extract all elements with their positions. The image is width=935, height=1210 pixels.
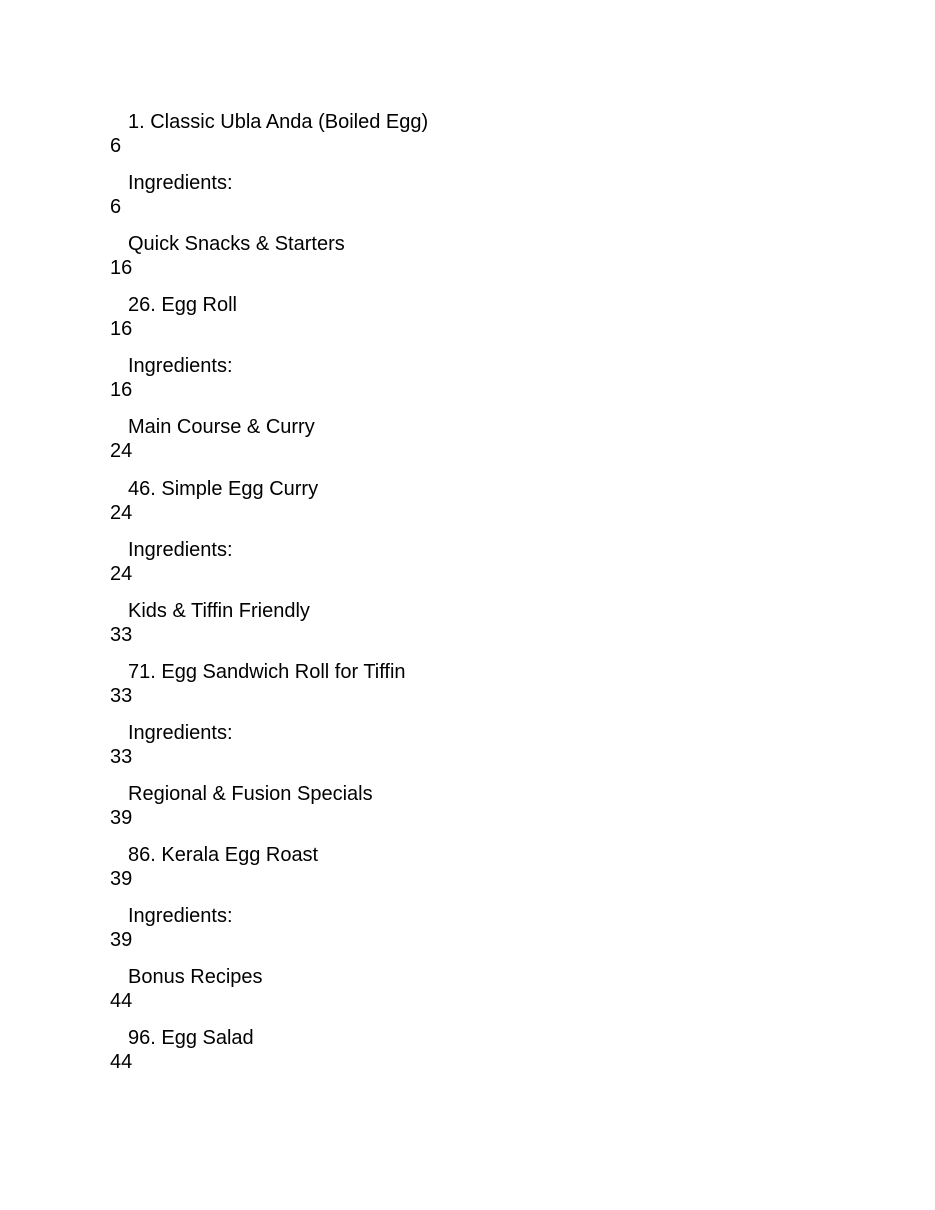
toc-entry-title[interactable]: Ingredients: <box>128 172 233 195</box>
toc-entry-page-number: 16 <box>110 257 133 280</box>
toc-entry-title[interactable]: Bonus Recipes <box>128 966 263 989</box>
toc-entry[interactable] <box>110 1026 810 1087</box>
toc-entry[interactable] <box>110 660 810 721</box>
toc-entry-title[interactable]: 71. Egg Sandwich Roll for Tiffin <box>128 660 406 683</box>
toc-entry[interactable] <box>110 171 810 232</box>
toc-entry[interactable] <box>110 477 810 538</box>
toc-entry-title[interactable]: Ingredients: <box>128 721 233 744</box>
toc-entry[interactable] <box>110 965 810 1026</box>
toc-entry-page-number: 16 <box>110 379 133 402</box>
toc-entry[interactable] <box>110 843 810 904</box>
toc-entry-title[interactable]: Quick Snacks & Starters <box>128 233 345 256</box>
toc-entry-title[interactable]: 1. Classic Ubla Anda (Boiled Egg) <box>128 111 429 133</box>
toc-entry[interactable] <box>110 782 810 843</box>
toc-entry-page-number: 44 <box>110 990 133 1013</box>
toc-entry-title[interactable]: 96. Egg Salad <box>128 1027 254 1050</box>
toc-entry[interactable] <box>110 538 810 599</box>
toc-entry[interactable] <box>110 110 810 171</box>
toc-entry[interactable] <box>110 904 810 965</box>
toc-entry-page-number: 6 <box>110 196 122 219</box>
toc-entry[interactable] <box>110 293 810 354</box>
toc-entry-page-number: 39 <box>110 868 133 891</box>
toc-entry-page-number: 39 <box>110 807 133 830</box>
toc-entry-page-number: 33 <box>110 623 133 646</box>
toc-entry-title[interactable]: 46. Simple Egg Curry <box>128 477 319 500</box>
toc-entry-title[interactable]: 86. Kerala Egg Roast <box>128 844 319 867</box>
toc-entry-page-number: 6 <box>110 135 122 157</box>
toc-entry-title[interactable]: 26. Egg Roll <box>128 294 237 317</box>
toc-entry-page-number: 33 <box>110 745 133 768</box>
toc-entry-title[interactable]: Main Course & Curry <box>128 416 315 439</box>
toc-entry-title[interactable]: Ingredients: <box>128 538 233 561</box>
toc-entry-page-number: 24 <box>110 562 133 585</box>
toc-entry-page-number: 16 <box>110 318 133 341</box>
toc-entry-page-number: 39 <box>110 929 133 952</box>
toc-entry[interactable] <box>110 232 810 293</box>
toc-entry[interactable] <box>110 415 810 476</box>
toc-entry-title[interactable]: Regional & Fusion Specials <box>128 783 373 806</box>
toc-entry-title[interactable]: Kids & Tiffin Friendly <box>128 599 310 622</box>
toc-entry-title[interactable]: Ingredients: <box>128 355 233 378</box>
toc-entry-page-number: 33 <box>110 684 133 707</box>
toc-entry[interactable] <box>110 354 810 415</box>
toc-entry[interactable] <box>110 721 810 782</box>
toc-entry-page-number: 24 <box>110 440 133 463</box>
toc-entry-page-number: 44 <box>110 1051 133 1074</box>
toc-entry[interactable] <box>110 599 810 660</box>
toc-entry-page-number: 24 <box>110 501 133 524</box>
toc-entry-title[interactable]: Ingredients: <box>128 905 233 928</box>
table-of-contents <box>110 110 810 1088</box>
